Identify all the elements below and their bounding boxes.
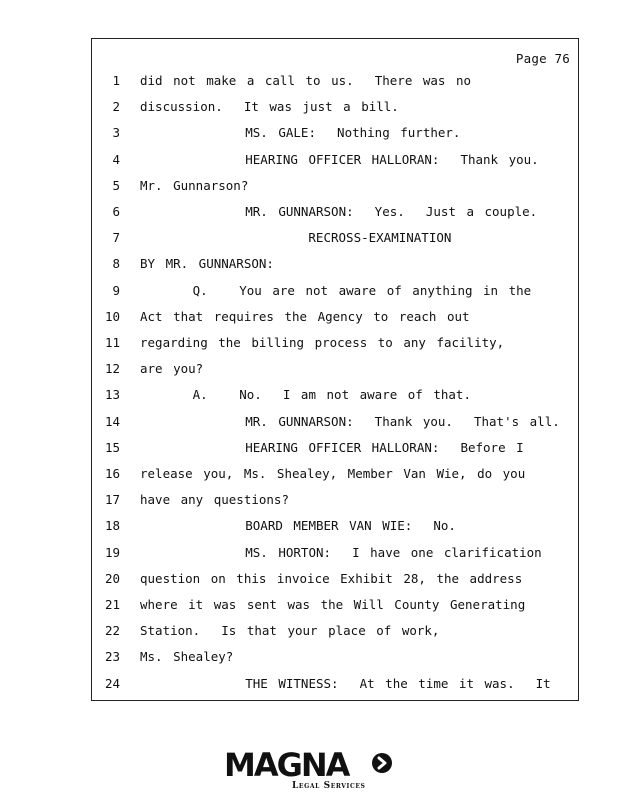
- logo-subtitle: Legal Services: [292, 781, 366, 791]
- line-number: 20: [104, 570, 120, 586]
- line-text: Station. Is that your place of work,: [140, 623, 440, 639]
- line-number: 19: [104, 544, 120, 560]
- line-number: 13: [104, 387, 120, 403]
- page-number: Page 76: [515, 51, 570, 66]
- line-number: 10: [104, 308, 120, 324]
- line-number: 11: [104, 335, 120, 350]
- transcript-line: [92, 387, 578, 403]
- transcript-line: [92, 466, 578, 482]
- line-text: release you, Ms. Shealey, Member Van Wie, do you: [140, 466, 526, 481]
- line-number: 1: [112, 73, 120, 88]
- line-text: BY MR. GUNNARSON:: [140, 256, 274, 272]
- line-number: 22: [104, 623, 120, 639]
- transcript-line: [92, 518, 578, 534]
- transcript-line: [92, 545, 578, 561]
- transcript-line: [92, 178, 578, 194]
- line-text: where it was sent was the Will County Generating: [140, 597, 526, 612]
- transcript-line: [92, 99, 578, 115]
- line-number: 3: [112, 125, 120, 141]
- line-number: 12: [104, 361, 120, 377]
- line-number: 24: [104, 675, 120, 691]
- line-number: 21: [104, 597, 120, 612]
- transcript-line: [92, 283, 578, 299]
- line-text: HEARING OFFICER HALLORAN: Before I: [140, 439, 524, 455]
- line-text: A. No. I am not aware of that.: [140, 387, 471, 403]
- line-text: discussion. It was just a bill.: [140, 99, 399, 115]
- line-text: regarding the billing process to any facility,: [140, 335, 505, 350]
- line-number: 5: [112, 177, 120, 193]
- transcript-line: [92, 230, 578, 246]
- line-text: MR. GUNNARSON: Thank you. That's all.: [140, 413, 560, 429]
- transcript-line: [92, 597, 578, 613]
- transcript-page: [91, 38, 579, 701]
- line-number: 4: [112, 151, 120, 167]
- transcript-line: [92, 204, 578, 220]
- line-text: Mr. Gunnarson?: [140, 177, 249, 193]
- line-number: 17: [104, 492, 120, 508]
- line-text: did not make a call to us. There was no: [140, 73, 472, 88]
- line-number: 14: [104, 413, 120, 429]
- transcript-line: [92, 361, 578, 377]
- line-number: 2: [112, 99, 120, 115]
- arrow-circle-icon: [372, 753, 392, 773]
- transcript-line: [92, 571, 578, 587]
- line-number: 23: [104, 649, 120, 665]
- line-number: 6: [112, 204, 120, 219]
- line-number: 18: [104, 518, 120, 534]
- transcript-line: [92, 440, 578, 456]
- transcript-line: [92, 492, 578, 508]
- line-text: BOARD MEMBER VAN WIE: No.: [140, 518, 456, 534]
- transcript-line: [92, 676, 578, 692]
- line-text: Q. You are not aware of anything in the: [140, 282, 532, 298]
- line-number: 16: [104, 466, 120, 481]
- line-text: Ms. Shealey?: [140, 649, 234, 665]
- transcript-line: [92, 623, 578, 639]
- line-text: THE WITNESS: At the time it was. It: [140, 675, 551, 691]
- line-number: 9: [112, 282, 120, 298]
- magna-logo: [224, 747, 396, 793]
- transcript-line: [92, 414, 578, 430]
- transcript-line: [92, 309, 578, 325]
- line-text: have any questions?: [140, 492, 289, 508]
- line-text: HEARING OFFICER HALLORAN: Thank you.: [140, 151, 539, 167]
- line-number: 7: [112, 230, 120, 246]
- transcript-line: [92, 125, 578, 141]
- line-text: are you?: [140, 361, 204, 377]
- transcript-line: [92, 73, 578, 89]
- transcript-line: [92, 152, 578, 168]
- transcript-line: [92, 256, 578, 272]
- line-text: MS. GALE: Nothing further.: [140, 125, 461, 141]
- transcript-line: [92, 335, 578, 351]
- line-number: 15: [104, 439, 120, 455]
- transcript-line: [92, 649, 578, 665]
- logo-wordmark: MAGNA: [224, 746, 349, 784]
- line-text: MS. HORTON: I have one clarification: [140, 544, 542, 560]
- line-number: 8: [112, 256, 120, 272]
- line-text: MR. GUNNARSON: Yes. Just a couple.: [140, 204, 538, 219]
- line-text: Act that requires the Agency to reach out: [140, 308, 470, 324]
- line-text: question on this invoice Exhibit 28, the address: [140, 570, 523, 586]
- line-text: RECROSS-EXAMINATION: [140, 230, 452, 246]
